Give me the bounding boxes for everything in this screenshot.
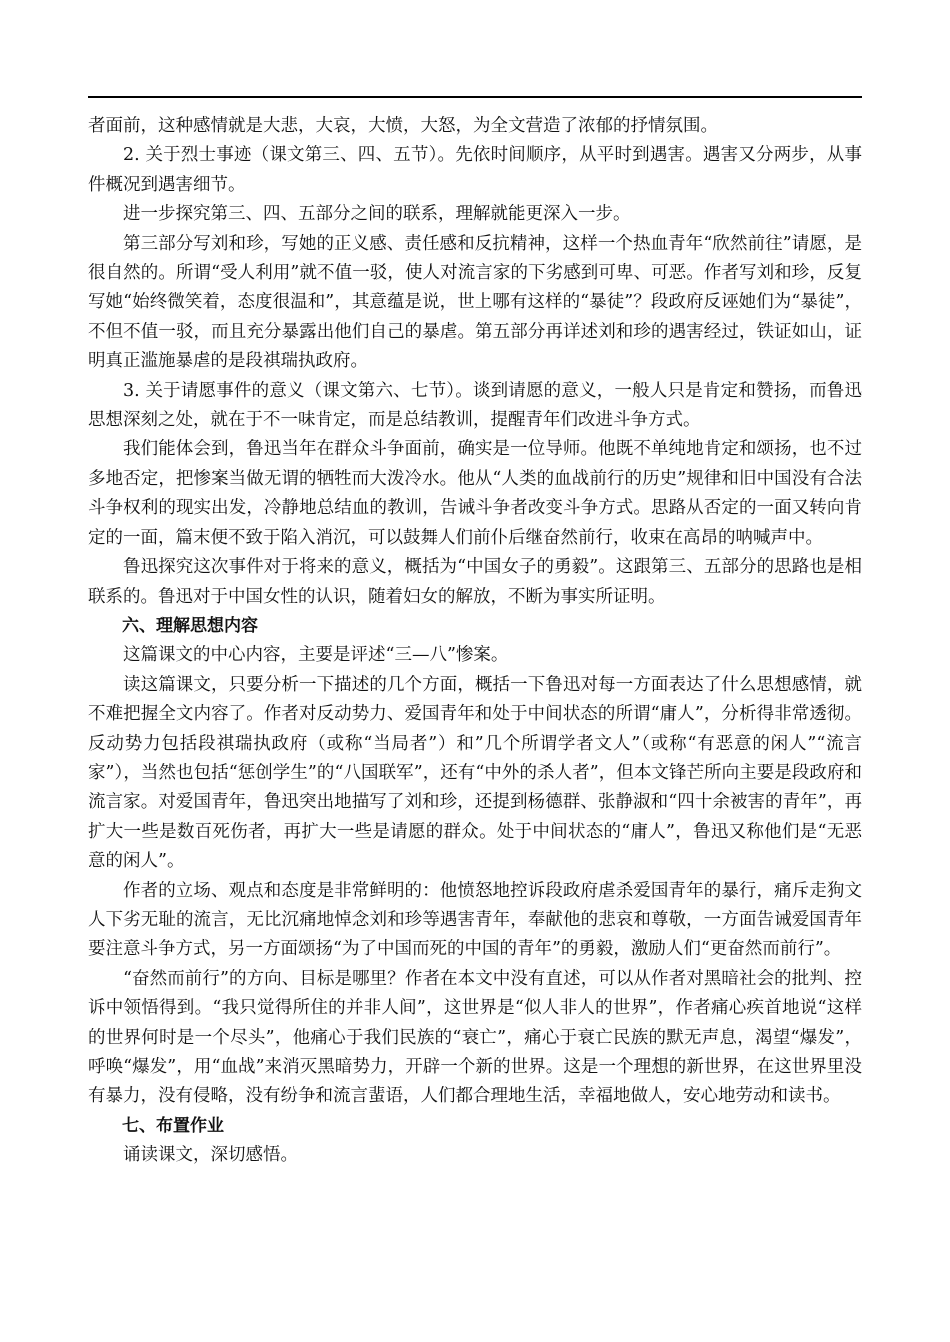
paragraph-author-stance: 作者的立场、观点和态度是非常鲜明的：他愤怒地控诉段政府虐杀爱国青年的暴行，痛斥走狗文人下劣无耻的流言，无比沉痛地悼念刘和珍等遇害青年，奉献他的悲哀和尊敬，一方面告诫爱国青年要注意斗争方式，另一方面颂扬“为了中国而死的中国的青年”的勇毅，激励人们“更奋然而前行”。 bbox=[88, 880, 862, 960]
paragraph-petition-meaning: 3. 关于请愿事件的意义（课文第六、七节）。谈到请愿的意义，一般人只是肯定和赞扬，而鲁迅思想深刻之处，就在于不一味肯定，而是总结教训，提醒青年们改进斗争方式。 bbox=[88, 380, 862, 431]
paragraph-central-content: 这篇课文的中心内容，主要是评述“三—八”惨案。 bbox=[123, 645, 509, 666]
section-heading-homework: 七、布置作业 bbox=[122, 1115, 224, 1136]
paragraph-analysis: 读这篇课文，只要分析一下描述的几个方面，概括一下鲁迅对每一方面表达了什么思想感情，就不难把握全文内容了。作者对反动势力、爱国青年和处于中间状态的所谓“庸人”，分析得非常透彻。反动势力包括段祺瑞执政府（或称“当局者”）和”几个所谓学者文人”（或称“有恶意的闲人”“流言家”），当然也包括“惩创学生”的“八国联军”，还有“中外的杀人者”，但本文锋芒所向主要是段政府和流言家。对爱国青年，鲁迅突出地描写了刘和珍，还提到杨德群、张静淑和“四十余被害的青年”，再扩大一些是数百死伤者，再扩大一些是请愿的群众。处于中间状态的“庸人”，鲁迅又称他们是“无恶意的闲人”。 bbox=[88, 674, 862, 872]
paragraph-mentor: 我们能体会到，鲁迅当年在群众斗争面前，确实是一位导师。他既不单纯地肯定和颂扬，也不过多地否定，把惨案当做无谓的牺牲而大泼冷水。他从“人类的血战前行的历史”规律和旧中国没有合法斗争权利的现实出发，冷静地总结血的教训，告诫斗争者改变斗争方式。思路从否定的一面又转向肯定的一面，篇末便不致于陷入消沉，可以鼓舞人们前仆后继奋然前行，收束在高昂的呐喊声中。 bbox=[88, 439, 862, 548]
paragraph-martyr-deeds: 2. 关于烈士事迹（课文第三、四、五节）。先依时间顺序，从平时到遇害。遇害又分两步，从事件概况到遇害细节。 bbox=[88, 145, 862, 195]
paragraph-homework: 诵读课文，深切感悟。 bbox=[123, 1145, 298, 1166]
header-rule bbox=[88, 96, 862, 98]
paragraph-women-courage: 鲁迅探究这次事件对于将来的意义，概括为“中国女子的勇毅”。这跟第三、五部分的思路也是相联系的。鲁迅对于中国女性的认识，随着妇女的解放，不断为事实所证明。 bbox=[88, 557, 862, 607]
paragraph-continuation: 者面前，这种感情就是大悲，大哀，大愤，大怒，为全文营造了浓郁的抒情氛围。 bbox=[88, 116, 718, 136]
paragraph-liu-hezhen: 第三部分写刘和珍，写她的正义感、责任感和反抗精神，这样一个热血青年“欣然前往”请愿，是很自然的。所谓“受人利用”就不值一驳，使人对流言家的下劣感到可卑、可恶。作者写刘和珍，反复写她“始终微笑着，态度很温和”，其意蕴是说，世上哪有这样的“暴徒”？段政府反诬她们为“暴徒”，不但不值一驳，而且充分暴露出他们自己的暴虐。第五部分再详述刘和珍的遇害经过，铁证如山，证明真正滥施暴虐的是段祺瑞执政府。 bbox=[88, 233, 862, 372]
paragraph-new-world: “奋然而前行”的方向、目标是哪里？作者在本文中没有直述，可以从作者对黑暗社会的批判、控诉中领悟得到。“我只觉得所住的并非人间”，这世界是“似人非人的世界”，作者痛心疾首地说“这样的世界何时是一个尽头”，他痛心于我们民族的“衰亡”，痛心于衰亡民族的默无声息，渴望“爆发”，呼唤“爆发”，用“血战”来消灭黑暗势力，开辟一个新的世界。这是一个理想的新世界，在这世界里没有暴力，没有侵略，没有纷争和流言蜚语，人们都合理地生活，幸福地做人，安心地劳动和读书。 bbox=[88, 968, 862, 1107]
document-body bbox=[88, 112, 862, 1171]
section-heading-content: 六、理解思想内容 bbox=[122, 615, 258, 636]
paragraph-explore-links: 进一步探究第三、四、五部分之间的联系，理解就能更深入一步。 bbox=[123, 204, 631, 225]
